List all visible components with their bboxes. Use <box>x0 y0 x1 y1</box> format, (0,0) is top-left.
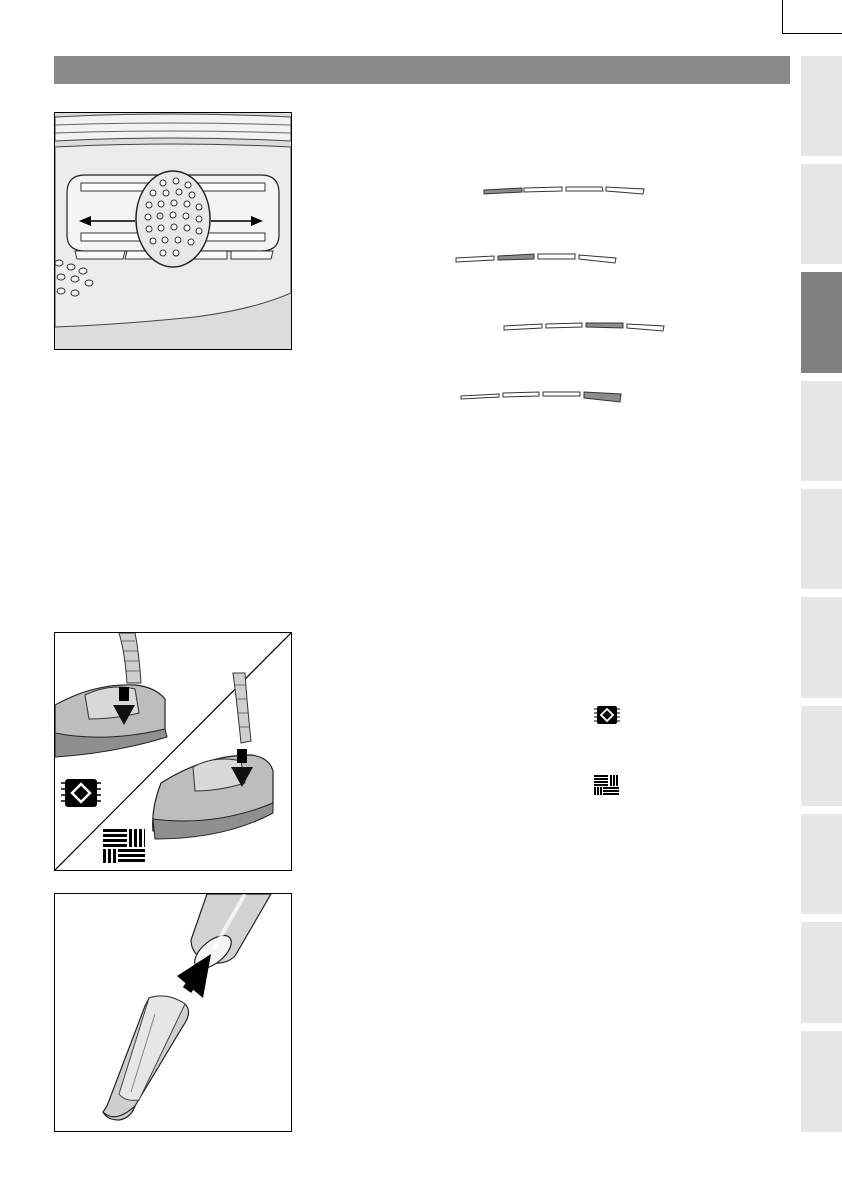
side-tab-7[interactable] <box>801 706 842 806</box>
side-tab-6[interactable] <box>801 597 842 698</box>
section-header-bar <box>54 56 790 84</box>
floor-nozzle-figure <box>54 632 292 871</box>
crop-mark-horizontal <box>782 33 842 34</box>
hard-floor-mode-icon-inline <box>594 775 620 795</box>
crevice-tool-figure <box>54 893 292 1132</box>
crevice-tool-illustration <box>55 894 291 1131</box>
power-level-4-indicator <box>459 384 623 404</box>
side-tab-5[interactable] <box>801 489 842 589</box>
side-tab-8[interactable] <box>801 814 842 914</box>
suction-slider-illustration <box>55 113 291 349</box>
side-tab-9[interactable] <box>801 922 842 1023</box>
side-tab-4[interactable] <box>801 381 842 481</box>
carpet-mode-icon <box>61 777 101 809</box>
floor-nozzle-switch-illustration <box>55 633 291 870</box>
side-tab-1[interactable] <box>801 56 842 156</box>
side-tab-3[interactable] <box>801 272 842 373</box>
hard-floor-mode-icon <box>103 829 145 863</box>
power-level-3-indicator <box>502 316 666 334</box>
carpet-mode-icon-inline <box>594 705 620 725</box>
suction-slider-figure <box>54 112 292 350</box>
side-tab-2[interactable] <box>801 164 842 264</box>
side-tab-10[interactable] <box>801 1031 842 1132</box>
power-level-2-indicator <box>454 248 618 266</box>
power-level-1-indicator <box>482 182 646 198</box>
crop-mark-vertical <box>782 0 783 33</box>
